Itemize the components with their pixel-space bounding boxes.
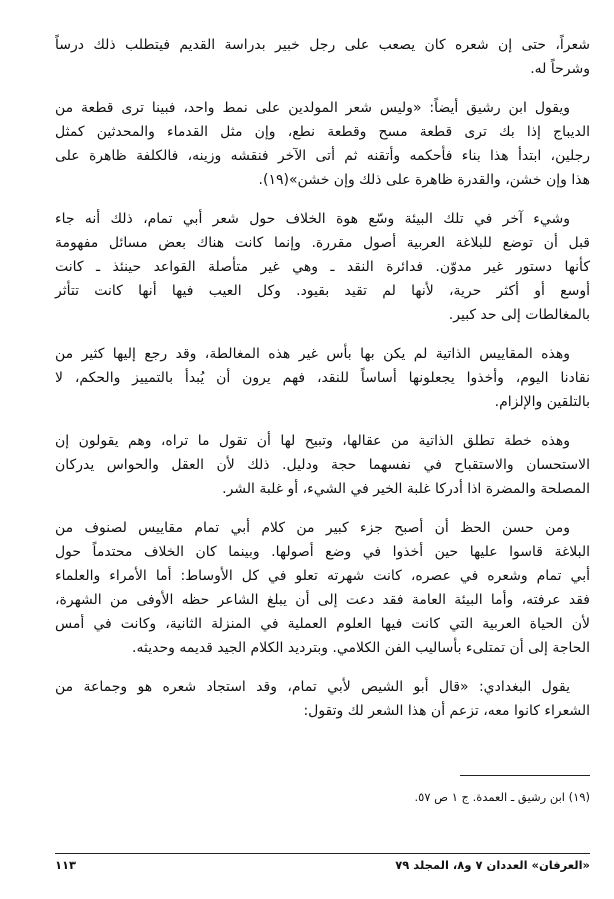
footer-journal-title: «العرفان» العددان ٧ و٨، المجلد ٧٩ (395, 858, 590, 872)
paragraph (55, 429, 590, 501)
text-line: بالمغالطات إلى حد كبير. (448, 307, 590, 323)
text-line: الاستحسان والاستقباح في نفسهما حجة ودليل. ذلك لأن العقل والحواس يدركان (55, 457, 590, 473)
footer-divider (55, 853, 590, 854)
body-text (55, 33, 590, 723)
text-line: قبل أن توضع للبلاغة العربية أصول مقررة. وإنما كانت هناك بعض مسائل مفهومة (55, 235, 590, 251)
footnote-divider (460, 775, 590, 776)
text-line: لأن الحياة العربية التي كانت فيها العلوم العملية في المنزلة الثانية، وكانت في أمس (55, 616, 590, 632)
paragraph (55, 207, 590, 327)
paragraph (55, 33, 590, 81)
text-line: شعراً، حتى إن شعره كان يصعب على رجل خبير بدراسة القديم فيتطلب ذلك درساً (55, 37, 590, 53)
footnote: (١٩) ابن رشيق ـ العمدة. ج ١ ص ٥٧. (414, 790, 590, 804)
text-line: هذا وإن خشن، والقدرة ظاهرة على ذلك وإن خشن»(١٩). (258, 172, 590, 188)
text-line: كأنها دستور غير مدوّن. فدائرة النقد ـ وهي غير متأصلة القواعد حينئذ ـ كانت (55, 259, 590, 275)
text-line: الحاجة إلى أن تمتلىء بأساليب الفن الكلامي. وبترديد الكلام الجيد قديمه وحديثه. (132, 640, 590, 656)
text-line: يقول البغدادي: «قال أبو الشيص لأبي تمام، وقد استجاد شعره هو وجماعة من (55, 679, 570, 695)
paragraph (55, 675, 590, 723)
paragraph (55, 96, 590, 192)
text-line: نقادنا اليوم، وأخذوا يجعلونها أساساً للنقد، فهم يرون أن يُبدأ بالتمييز والحكم، لا (55, 370, 590, 386)
page-number: ١١٣ (55, 858, 77, 872)
text-line: ويقول ابن رشيق أيضاً: «وليس شعر المولدين على نمط واحد، فبينا ترى قطعة من (55, 100, 570, 116)
text-line: وهذه خطة تطلق الذاتية من عقالها، وتبيح لها أن تقول ما تراه، وهم يقولون إن (55, 433, 570, 449)
text-line: الشعراء كانوا معه، تزعم أن هذا الشعر لك وتقول: (303, 703, 590, 719)
paragraph (55, 342, 590, 414)
text-line: وشرحاً له. (530, 61, 590, 77)
text-line: ومن حسن الحظ أن أصبح جزء كبير من كلام أبي تمام مقاييس لصنوف من (55, 520, 570, 536)
text-line: وهذه المقاييس الذاتية لم يكن بها بأس غير هذه المغالطة، وقد رجع إليها كثير من (55, 346, 570, 362)
paragraph (55, 516, 590, 660)
text-line: وشيء آخر في تلك البيئة وسّع هوة الخلاف حول شعر أبي تمام، ذلك أنه جاء (55, 211, 570, 227)
text-line: البلاغة قاسوا عليها حين أخذوا في وضع أصولها. وبينما كان الخلاف محتدماً حول (55, 544, 590, 560)
text-line: فقد عرفته، وأما البيئة العامة فقد دعت إلى أن يبلغ الشاعر حظه الأوفى من الشهرة، (55, 592, 590, 608)
text-line: أوسع أو أكثر حرية، لأنها لم تقيد بقيود. وكل العيب فيها أنها كانت تتأثر (55, 283, 590, 299)
text-line: الديباج إذا بك ترى قطعة مسح وقطعة نطع، وإن مثل القدماء والمحدثين كمثل (55, 124, 590, 140)
text-line: رجلين، ابتدأ هذا بناء فأحكمه وأتقنه ثم أتى الآخر فنقشه وزينه، فالكلفة ظاهرة على (55, 148, 590, 164)
text-line: المصلحة والمضرة اذا أدركا غلبة الخير في الشيء، أو غلبة الشر. (222, 481, 590, 497)
text-line: أبي تمام وشعره في عصره، كانت شهرته تعلو في كل الأوساط: أما الأمراء والعلماء (55, 568, 590, 584)
text-line: بالتلقين والإلزام. (494, 394, 590, 410)
